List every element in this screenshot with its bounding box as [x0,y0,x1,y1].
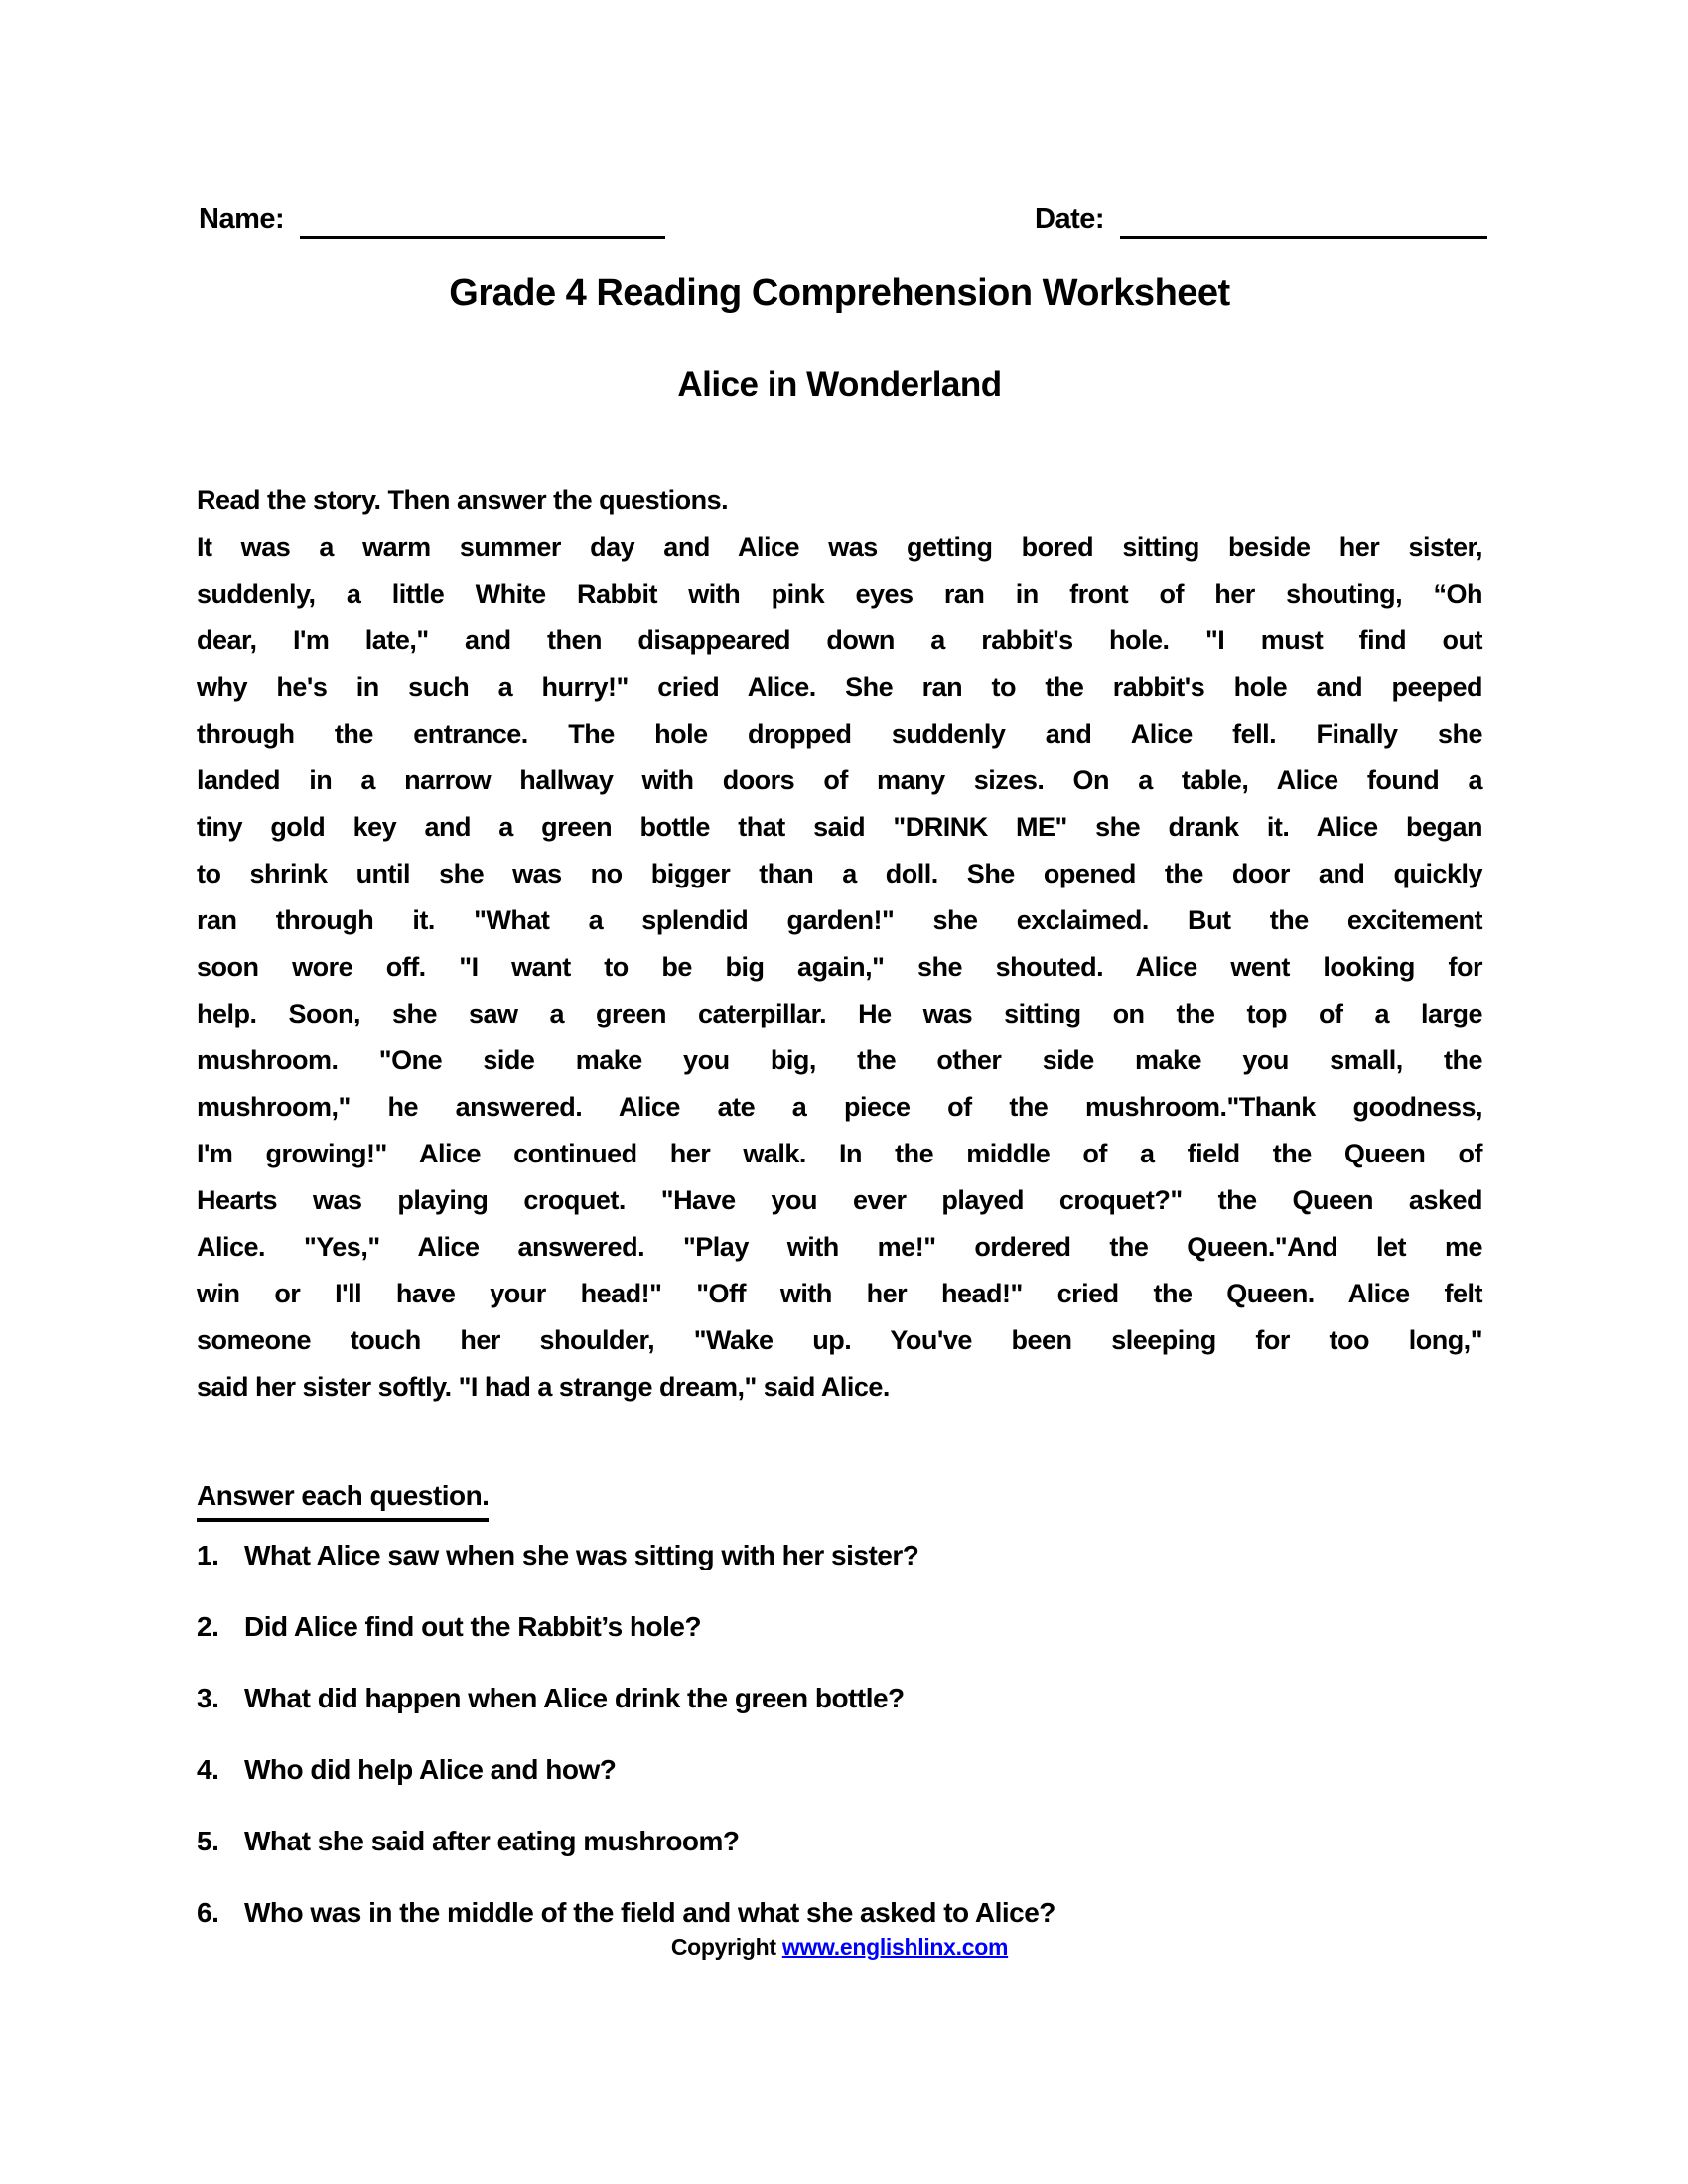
copyright-label: Copyright [670,1934,776,1960]
englishlinx-link[interactable]: www.englishlinx.com [781,1934,1009,1960]
story-line: Alice. "Yes," Alice answered. "Play with me!" ordered the Queen."And let me [197,1232,1482,1262]
question-item [197,1607,1482,1647]
story-title: Alice in Wonderland [677,365,1002,404]
story-line: someone touch her shoulder, "Wake up. You've been sleeping for too long," [197,1325,1482,1355]
story-line: ran through it. "What a splendid garden!" she exclaimed. But the excitement [197,905,1482,935]
story-line: Hearts was playing croquet. "Have you ever played croquet?" the Queen asked [197,1185,1482,1215]
date-blank-line [1120,203,1487,239]
story-line: help. Soon, she saw a green caterpillar. He was sitting on the top of a large [197,999,1482,1028]
question-number: 2. [197,1611,219,1642]
question-text: Who was in the middle of the field and what she asked to Alice? [244,1897,1055,1928]
footer [197,1932,1482,1962]
questions-list [197,1536,1482,1933]
question-text: What she said after eating mushroom? [244,1826,740,1856]
story-line: tiny gold key and a green bottle that said "DRINK ME" she drank it. Alice began [197,812,1482,842]
story-line: I'm growing!" Alice continued her walk. In the middle of a field the Queen of [197,1139,1482,1168]
question-text: Did Alice find out the Rabbit’s hole? [244,1611,702,1642]
question-number: 6. [197,1897,219,1928]
story-line: mushroom," he answered. Alice ate a piece of the mushroom."Thank goodness, [197,1092,1482,1122]
question-number: 1. [197,1540,219,1570]
name-field-label: Name: [199,204,285,235]
question-item [197,1750,1482,1790]
question-text: What Alice saw when she was sitting with her sister? [244,1540,919,1570]
story-line: why he's in such a hurry!" cried Alice. She ran to the rabbit's hole and peeped [197,672,1482,702]
story-line: soon wore off. "I want to be big again," she shouted. Alice went looking for [197,952,1482,982]
page-title: Grade 4 Reading Comprehension Worksheet [449,272,1230,314]
question-number: 4. [197,1754,219,1785]
story-line: suddenly, a little White Rabbit with pink eyes ran in front of her shouting, “Oh [197,579,1482,609]
questions-heading [197,1474,1482,1522]
questions-heading-text: Answer each question. [197,1474,489,1522]
story-line: to shrink until she was no bigger than a doll. She opened the door and quickly [197,859,1482,888]
question-item [197,1679,1482,1718]
name-blank-line [300,203,665,239]
instructions-line: Read the story. Then answer the questions. [197,485,729,515]
question-text: Who did help Alice and how? [244,1754,617,1785]
question-item [197,1893,1482,1933]
story-line: through the entrance. The hole dropped suddenly and Alice fell. Finally she [197,719,1482,749]
question-item [197,1536,1482,1575]
story-paragraph [197,524,1482,1411]
story-line: It was a warm summer day and Alice was getting bored sitting beside her sister, [197,532,1482,562]
story-line: said her sister softly. "I had a strange dream," said Alice. [197,1372,890,1402]
date-field-label: Date: [1035,204,1105,235]
question-number: 5. [197,1826,219,1856]
story-line: win or I'll have your head!" "Off with her head!" cried the Queen. Alice felt [197,1279,1482,1308]
story-line: dear, I'm late," and then disappeared down a rabbit's hole. "I must find out [197,625,1482,655]
question-item [197,1822,1482,1861]
story-line: mushroom. "One side make you big, the other side make you small, the [197,1045,1482,1075]
question-text: What did happen when Alice drink the green bottle? [244,1683,905,1713]
story-line: landed in a narrow hallway with doors of many sizes. On a table, Alice found a [197,765,1482,795]
worksheet-body [197,478,1482,1965]
question-number: 3. [197,1683,219,1713]
